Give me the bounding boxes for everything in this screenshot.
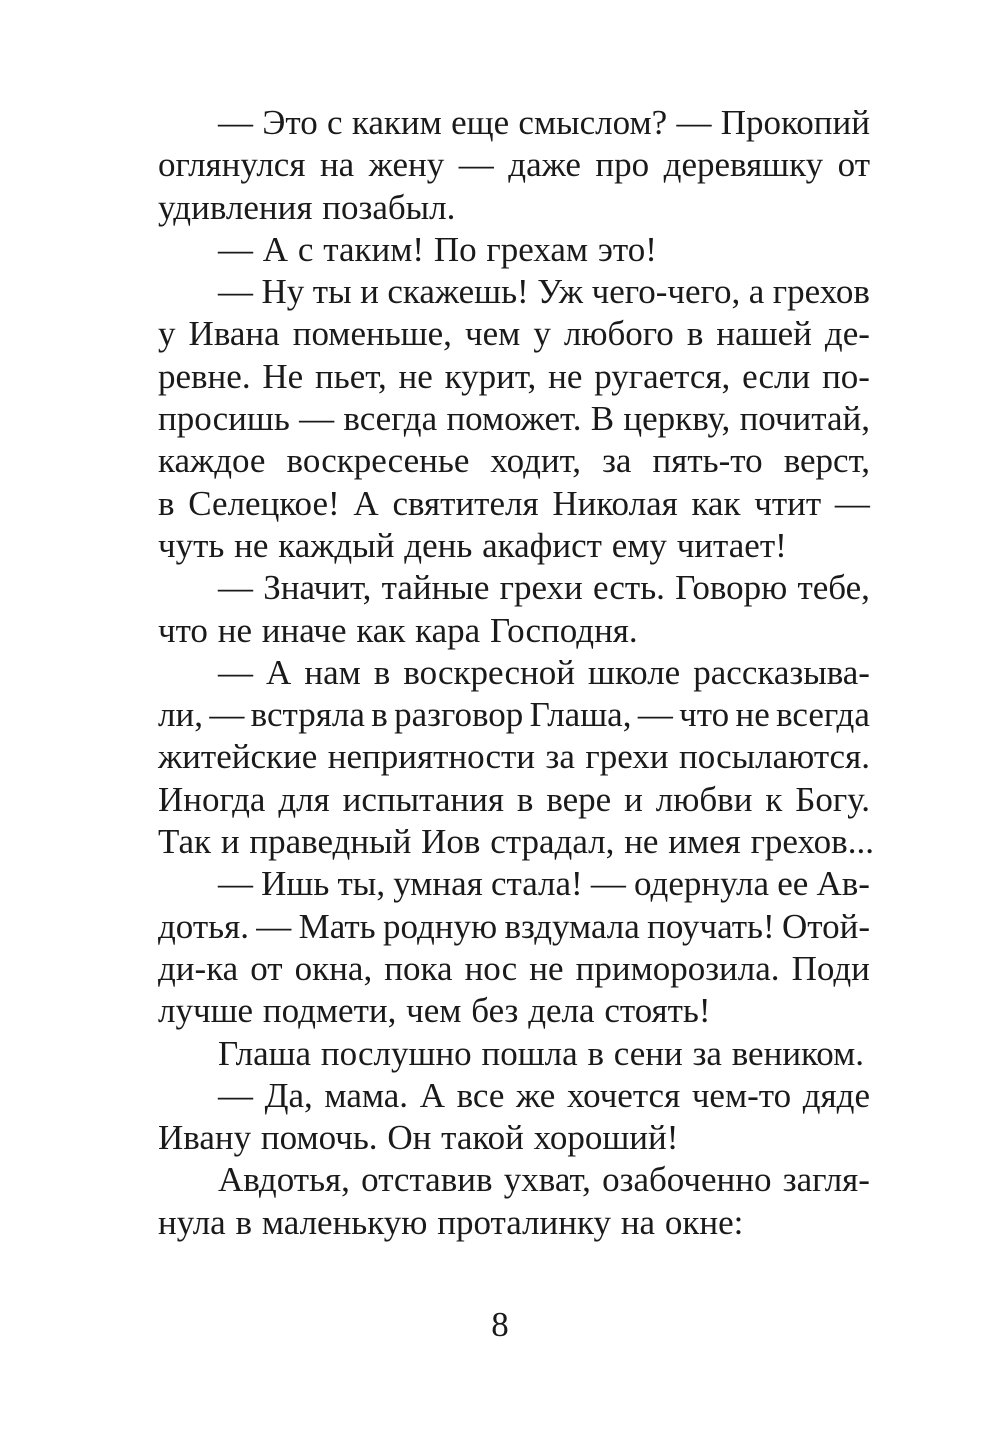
text-line: ди-ка от окна, пока нос не приморозила. Поди [158, 948, 870, 988]
text-line: ли, — встряла в разговор Глаша, — что не всегда [158, 695, 870, 735]
text-line: дотья. — Мать родную вздумала поучать! Отой- [158, 906, 870, 946]
text-line: — Значит, тайные грехи есть. Говорю тебе, [218, 568, 870, 608]
text-line: — Это с каким еще смыслом? — Прокопий [218, 103, 870, 142]
text-line: Ивану помочь. Он такой хороший! [158, 1118, 679, 1158]
text-line: Иногда для испытания в вере и любви к Богу. [158, 779, 870, 819]
text-line: — А с таким! По грехам это! [218, 229, 657, 269]
text-line: чуть не каждый день акафист ему читает! [158, 525, 787, 565]
text-line: просишь — всегда поможет. В церкву, почитай, [158, 399, 870, 439]
text-line: Авдотья, отставив ухват, озабоченно загля- [218, 1160, 870, 1200]
text-line: — Ишь ты, умная стала! — одернула ее Ав- [218, 864, 870, 904]
text-line: нула в маленькую проталинку на окне: [158, 1202, 744, 1242]
text-line: — Да, мама. А все же хочется чем-то дяде [218, 1075, 870, 1115]
text-line: что не иначе как кара Господня. [158, 610, 638, 650]
text-line: каждое воскресенье ходит, за пять-то верст, [158, 441, 870, 481]
text-line: — Ну ты и скажешь! Уж чего-чего, а грехов [218, 272, 870, 312]
text-line: оглянулся на жену — даже про деревяшку от [158, 145, 870, 185]
text-line: ревне. Не пьет, не курит, не ругается, если по- [158, 356, 870, 396]
text-line: Так и праведный Иов страдал, не имея грехов... [158, 822, 874, 862]
text-line: Глаша послушно пошла в сени за веником. [218, 1033, 865, 1073]
text-line: житейские неприятности за грехи посылаются. [158, 737, 870, 777]
page-number: 8 [491, 1305, 509, 1344]
text-line: лучше подмети, чем без дела стоять! [158, 991, 711, 1031]
text-line: — А нам в воскресной школе рассказыва- [218, 652, 870, 692]
body-text [158, 102, 874, 1244]
text-line: в Селецкое! А святителя Николая как чтит — [158, 483, 870, 523]
text-line: удивления позабыл. [158, 187, 456, 227]
text-line: у Ивана поменьше, чем у любого в нашей де- [158, 314, 870, 354]
